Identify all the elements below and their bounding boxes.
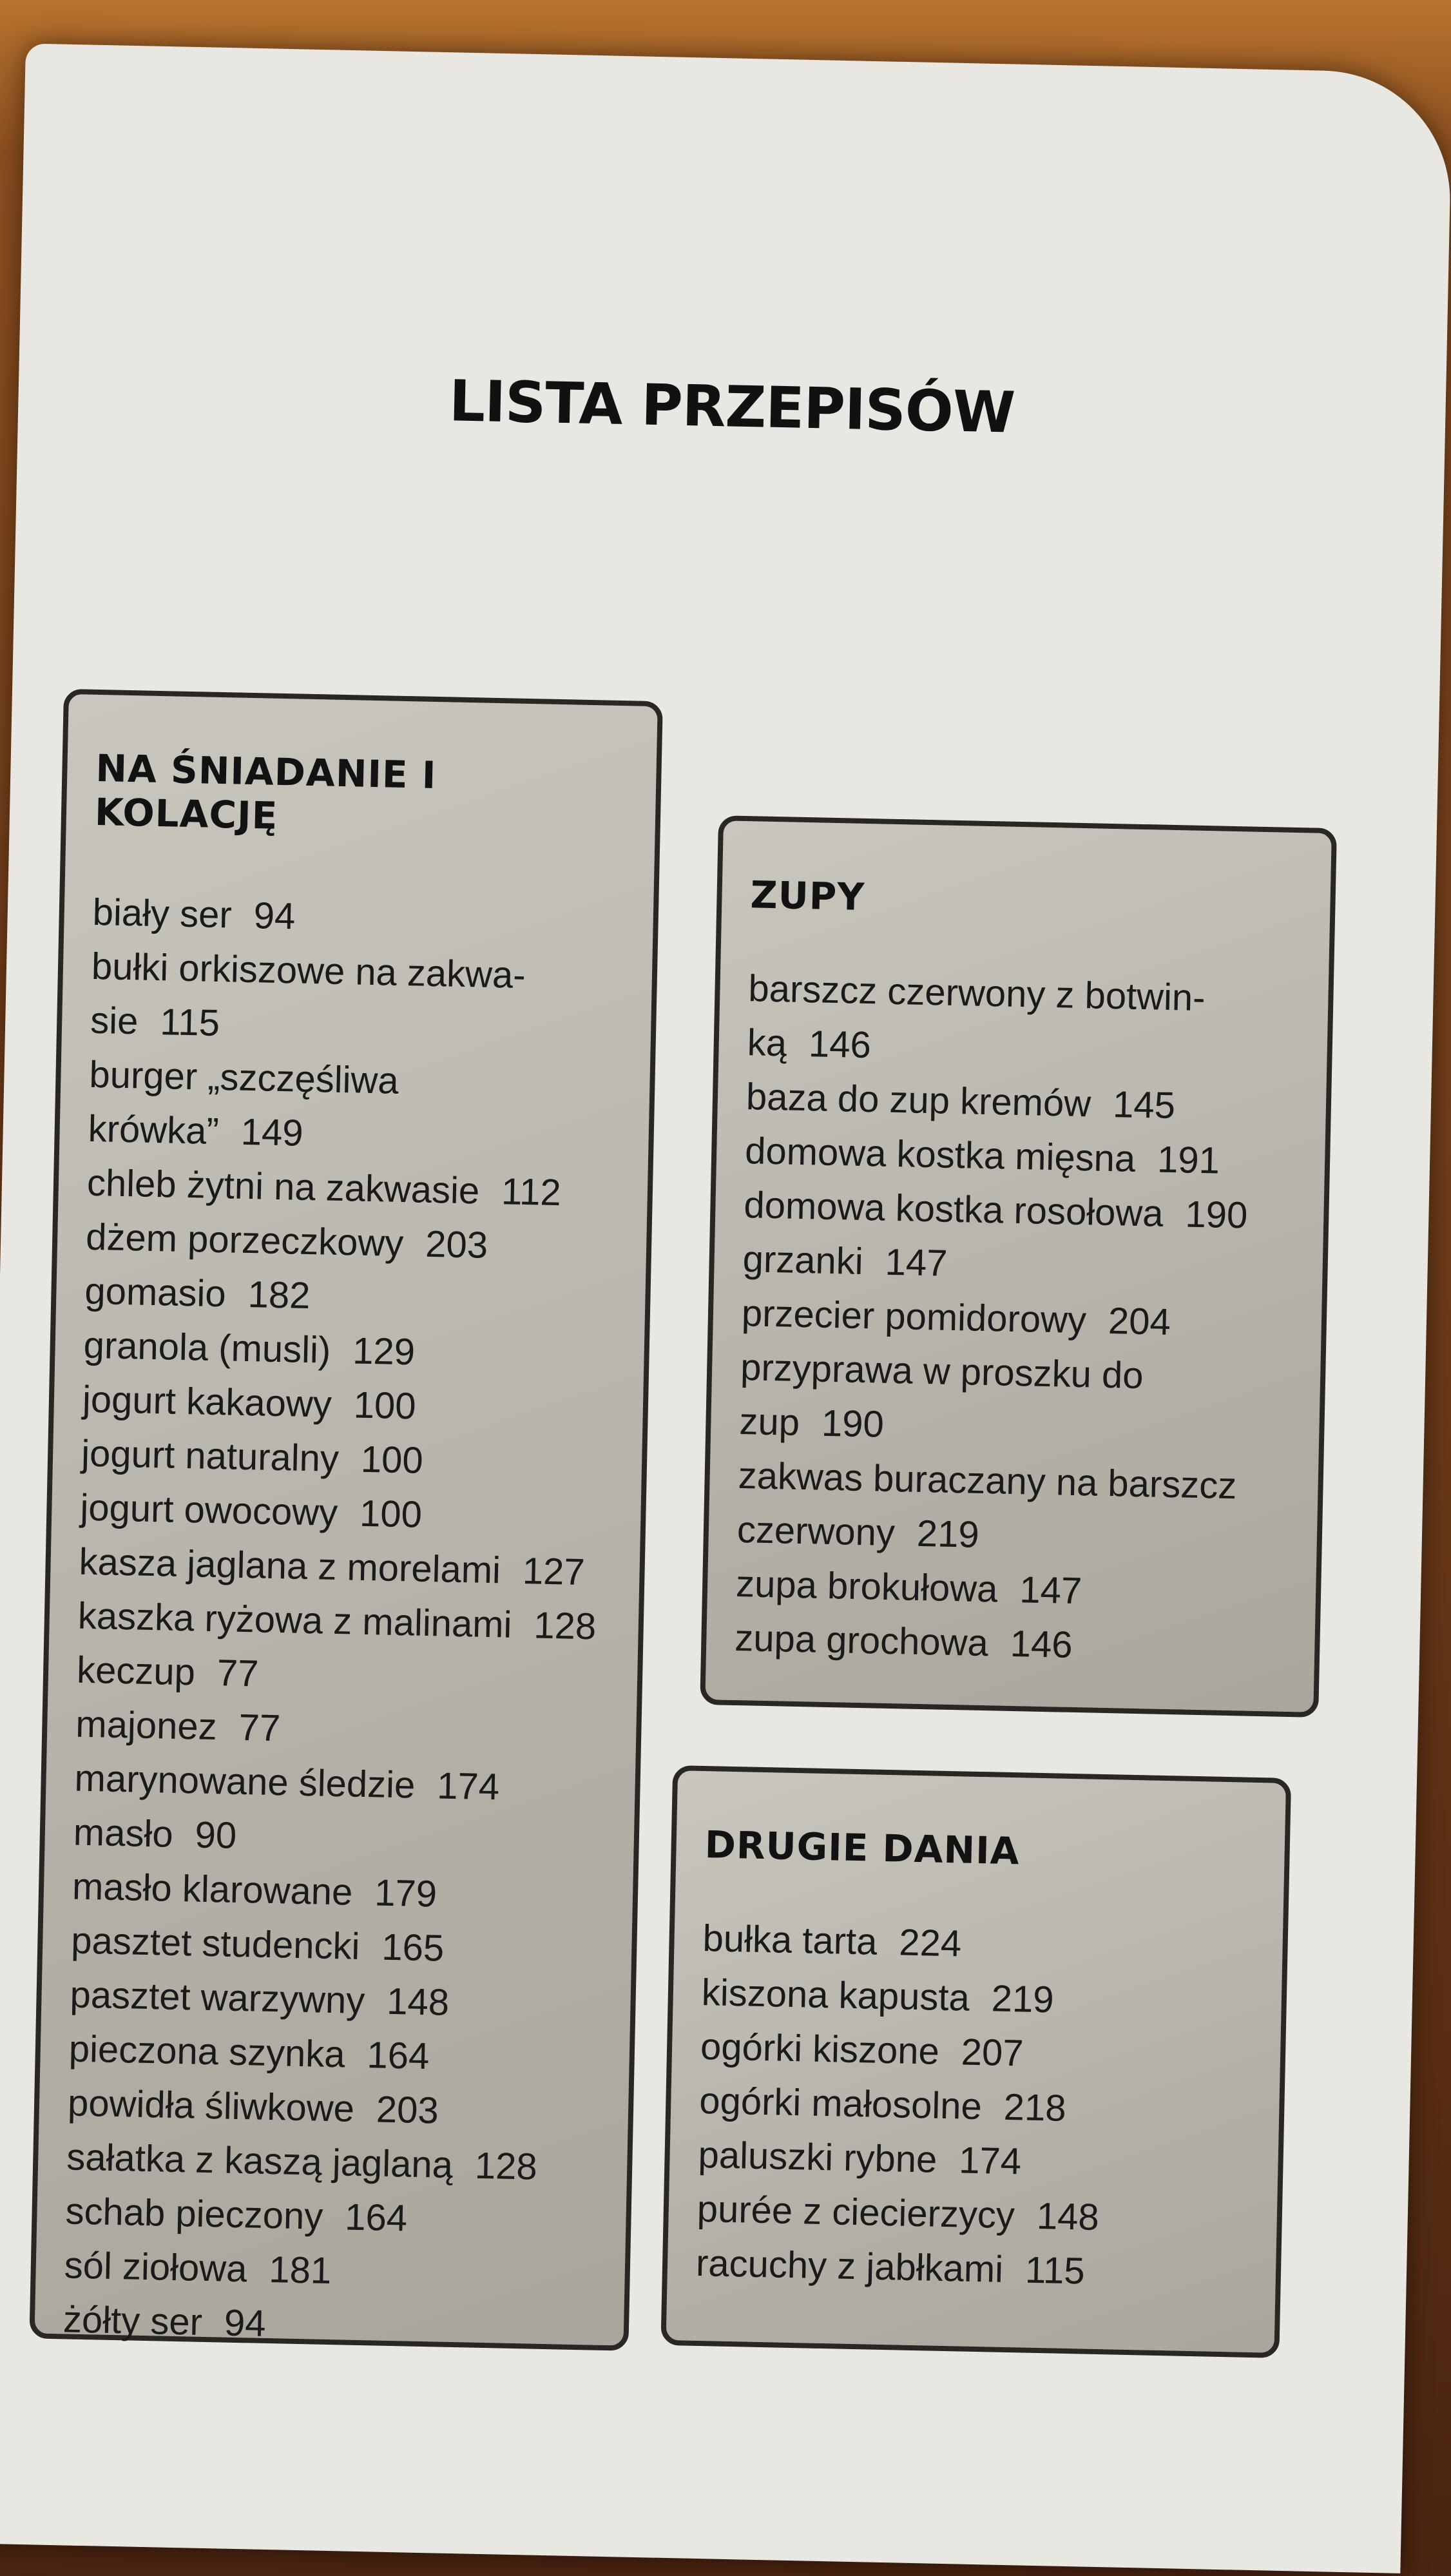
page-number: 182 (247, 1273, 311, 1317)
recipe-name: domowa kostka rosołowa (743, 1184, 1164, 1235)
page-number: 100 (359, 1492, 423, 1536)
recipe-name: keczup (76, 1649, 196, 1694)
recipe-name: paluszki rybne (697, 2133, 938, 2181)
recipe-entry (695, 2236, 1248, 2302)
recipe-entry (747, 962, 1300, 1081)
section-heading: ZUPY (749, 873, 865, 919)
recipe-name: masło (73, 1811, 174, 1855)
page-number: 148 (1036, 2194, 1100, 2238)
recipe-name: majonez (75, 1703, 218, 1748)
page-number: 112 (501, 1170, 562, 1214)
recipe-name: marynowane śledzie (73, 1757, 416, 1806)
recipe-name: kasza jaglana z morelami (79, 1540, 501, 1592)
section-soups (700, 815, 1337, 1718)
book-page (0, 43, 1451, 2573)
page-number: 165 (381, 1926, 445, 1970)
page-number: 90 (194, 1814, 237, 1857)
page-number: 127 (522, 1550, 586, 1594)
recipe-name: sól ziołowa (64, 2244, 248, 2290)
recipe-name: pasztet studencki (70, 1919, 361, 1968)
section-heading: NA ŚNIADANIE I KOLACJĘ (94, 746, 437, 838)
recipe-name: ogórki małosolne (698, 2079, 983, 2128)
page-number: 100 (360, 1438, 424, 1482)
recipe-entry (90, 940, 624, 1059)
recipe-entry (88, 1048, 622, 1167)
recipe-name: zakwas buraczany na barszcz czerwony (736, 1455, 1237, 1554)
page-number: 149 (240, 1110, 304, 1154)
recipe-name: schab pieczony (64, 2190, 324, 2238)
page-number: 219 (991, 1977, 1055, 2021)
section-breakfast-supper (29, 689, 662, 2351)
page-number: 179 (374, 1872, 437, 1915)
recipe-name: racuchy z jabłkami (695, 2242, 1004, 2290)
page-number: 203 (376, 2088, 439, 2132)
page-number: 147 (1019, 1569, 1082, 1612)
page-number: 174 (958, 2139, 1022, 2183)
recipe-entry (736, 1449, 1290, 1569)
recipe-list (735, 962, 1301, 1677)
page-number: 129 (352, 1330, 416, 1373)
recipe-name: pasztet warzywny (69, 1973, 365, 2022)
page-number: 204 (1108, 1300, 1171, 1344)
recipe-name: jogurt kakaowy (82, 1378, 332, 1426)
recipe-list (62, 886, 625, 2358)
recipe-name: chleb żytni na zakwasie (86, 1161, 480, 1212)
recipe-name: żółty ser (62, 2298, 203, 2343)
page-number: 148 (386, 1980, 450, 2024)
page-number: 128 (533, 1604, 597, 1648)
page-number: 207 (961, 2031, 1024, 2075)
recipe-name: jogurt owocowy (79, 1486, 338, 1535)
section-main-dishes (660, 1765, 1291, 2358)
recipe-name: grzanki (742, 1238, 864, 1283)
page-number: 94 (224, 2301, 267, 2345)
page-number: 164 (366, 2034, 430, 2078)
page-number: 147 (885, 1241, 948, 1284)
recipe-name: przyprawa w proszku do zup (738, 1346, 1144, 1444)
page-number: 145 (1112, 1083, 1176, 1127)
recipe-name: domowa kostka mięsna (744, 1130, 1136, 1180)
page-number: 146 (808, 1023, 872, 1067)
page-number: 224 (898, 1921, 962, 1965)
recipe-name: powidła śliwkowe (67, 2082, 355, 2130)
recipe-name: pieczona szynka (68, 2028, 346, 2076)
recipe-name: jogurt naturalny (81, 1432, 340, 1480)
page-number: 77 (238, 1706, 281, 1750)
page-number: 128 (474, 2144, 538, 2188)
recipe-name: gomasio (84, 1270, 227, 1315)
page-number: 94 (253, 895, 296, 938)
recipe-entry (62, 2292, 596, 2358)
page-number: 115 (159, 1001, 220, 1045)
recipe-entry (739, 1341, 1292, 1460)
page-number: 174 (436, 1765, 500, 1808)
page-number: 190 (1184, 1193, 1249, 1237)
page-number: 100 (353, 1384, 417, 1428)
recipe-name: bułka tarta (702, 1917, 878, 1963)
page-number: 203 (425, 1223, 488, 1266)
recipe-name: baza do zup kremów (745, 1076, 1091, 1125)
recipe-list (695, 1912, 1254, 2302)
recipe-name: barszcz czerwony z botwin-ką (747, 967, 1206, 1065)
page-number: 115 (1024, 2249, 1086, 2292)
recipe-name: bułki orkiszowe na zakwa-sie (90, 945, 526, 1043)
recipe-entry (735, 1611, 1287, 1677)
page-title: LISTA PRZEPISÓW (448, 367, 1015, 446)
page-number: 218 (1003, 2086, 1067, 2129)
page-number: 190 (821, 1402, 885, 1446)
section-heading: DRUGIE DANIA (704, 1823, 1021, 1874)
page-number: 181 (268, 2249, 332, 2292)
recipe-name: burger „szczęśliwa krówka” (88, 1053, 399, 1153)
recipe-name: kaszka ryżowa z malinami (77, 1594, 513, 1646)
recipe-name: kiszona kapusta (701, 1971, 970, 2019)
recipe-name: ogórki kiszone (700, 2025, 940, 2073)
recipe-name: granola (musli) (83, 1324, 331, 1371)
recipe-name: dżem porzeczkowy (85, 1215, 405, 1265)
recipe-name: przecier pomidorowy (741, 1292, 1087, 1342)
recipe-name: zupa grochowa (734, 1616, 989, 1665)
recipe-name: zupa brokułowa (735, 1562, 999, 1611)
recipe-name: purée z ciecierzycy (697, 2187, 1015, 2237)
recipe-name: sałatka z kaszą jaglaną (66, 2136, 454, 2186)
recipe-name: biały ser (92, 891, 233, 936)
page-number: 164 (344, 2196, 408, 2240)
recipe-name: masło klarowane (72, 1865, 353, 1913)
page-number: 219 (916, 1512, 980, 1556)
page-number: 77 (216, 1652, 260, 1695)
page-number: 191 (1157, 1138, 1220, 1182)
page-number: 146 (1010, 1622, 1073, 1666)
